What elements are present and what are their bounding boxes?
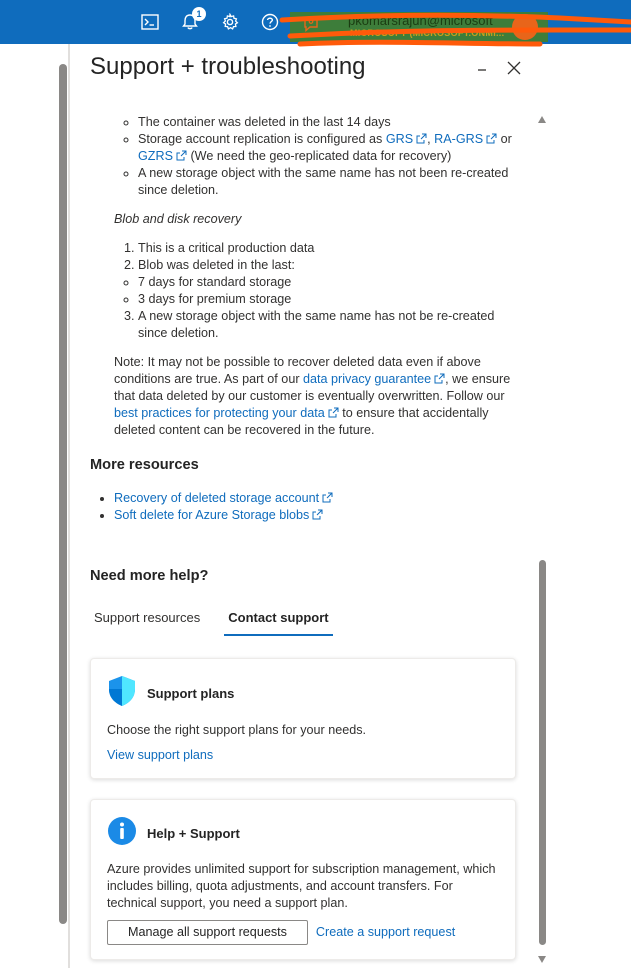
external-link-icon [486, 133, 497, 144]
grs-link[interactable]: GRS [386, 132, 427, 146]
notifications-icon[interactable] [176, 8, 204, 36]
scroll-up-arrow[interactable] [538, 116, 546, 123]
close-icon [504, 58, 524, 78]
info-icon [107, 816, 137, 851]
help-support-card [90, 799, 516, 960]
help-icon[interactable] [256, 8, 284, 36]
create-support-request-link[interactable]: Create a support request [315, 925, 456, 939]
manage-support-requests-button[interactable]: Manage all support requests [107, 920, 308, 945]
external-link-icon [416, 133, 427, 144]
note-paragraph: Note: It may not be possible to recover deleted data even if above conditions are true. As part of our data privacy guarantee , we ensure that data deleted by our customer is eventually overwritten. Follow our best practices for protecting your data to ensure that accidentally deleted content can be recovered in the future. [114, 355, 511, 437]
card-title: Support plans [147, 686, 235, 701]
blob-recovery-list [90, 240, 522, 342]
ra-grs-link[interactable]: RA-GRS [434, 132, 497, 146]
gzrs-link[interactable]: GZRS [138, 149, 187, 163]
view-support-plans-link[interactable]: View support plans [107, 748, 214, 762]
list-item: ◦ The container was deleted in the last 14 days [138, 114, 522, 131]
best-practices-link[interactable]: best practices for protecting your data [114, 406, 339, 420]
list-item: ◦ Storage account replication is configured as GRS , RA-GRS or GZRS (We need the geo-replicated data for recovery) [138, 131, 522, 165]
list-item: 2. Blob was deleted in the last: ◦ 7 days for standard storage ◦ 3 days for premium storage [138, 257, 522, 308]
account-tenant: MICROSOFT (MICROSOFT.ONMI... [350, 28, 505, 38]
feedback-icon[interactable] [302, 15, 320, 38]
page-title: Support + troubleshooting [90, 53, 366, 80]
tab-support-resources[interactable]: Support resources [94, 610, 201, 625]
shield-icon [107, 675, 137, 712]
settings-icon[interactable] [216, 8, 244, 36]
external-link-icon [434, 373, 445, 384]
list-item: 1. This is a critical production data [138, 240, 522, 257]
recovery-conditions-list [90, 114, 522, 199]
card-description: Choose the right support plans for your needs. [107, 723, 367, 737]
list-item: ◦ A new storage object with the same name has not been re-created since deletion. [138, 165, 522, 199]
list-item: 3. A new storage object with the same name has not be re-created since deletion. [138, 308, 522, 342]
external-link-icon [312, 509, 323, 520]
panel-content [90, 114, 522, 960]
support-plans-card [90, 658, 516, 779]
close-button[interactable] [504, 58, 524, 78]
cloud-shell-icon[interactable] [136, 8, 164, 36]
recovery-storage-account-link[interactable]: Recovery of deleted storage account [114, 491, 333, 505]
panel-left-border [68, 44, 70, 968]
need-help-heading: Need more help? [90, 568, 209, 584]
scroll-thumb[interactable] [539, 560, 546, 945]
external-link-icon [176, 150, 187, 161]
external-link-icon [328, 407, 339, 418]
top-navigation-bar [0, 0, 631, 44]
soft-delete-blobs-link[interactable]: Soft delete for Azure Storage blobs [114, 508, 323, 522]
retention-list [90, 274, 522, 308]
help-tabs [90, 603, 522, 636]
list-item [114, 507, 522, 524]
card-description: Azure provides unlimited support for subscription management, which includes billing, quota adjustments, and account transfers. For technical support, you need a support plan. [107, 862, 496, 910]
list-item: ◦ 3 days for premium storage [138, 291, 522, 308]
notification-count-badge: 1 [192, 7, 206, 21]
background-scrollbar[interactable] [59, 64, 67, 924]
data-privacy-link[interactable]: data privacy guarantee [303, 372, 445, 386]
avatar[interactable] [512, 14, 538, 40]
account-menu[interactable] [290, 12, 548, 42]
card-title: Help + Support [147, 826, 240, 841]
list-item: ◦ 7 days for standard storage [138, 274, 522, 291]
list-item [114, 490, 522, 507]
tab-contact-support[interactable]: Contact support [224, 603, 332, 636]
more-resources-heading: More resources [90, 457, 199, 473]
scroll-down-arrow[interactable] [538, 956, 546, 963]
external-link-icon [322, 492, 333, 503]
account-name: pkomarsrajun@microsoft [348, 13, 493, 28]
blob-recovery-heading: Blob and disk recovery [114, 212, 242, 226]
resources-list [90, 490, 522, 524]
minimize-button[interactable] [474, 60, 490, 76]
